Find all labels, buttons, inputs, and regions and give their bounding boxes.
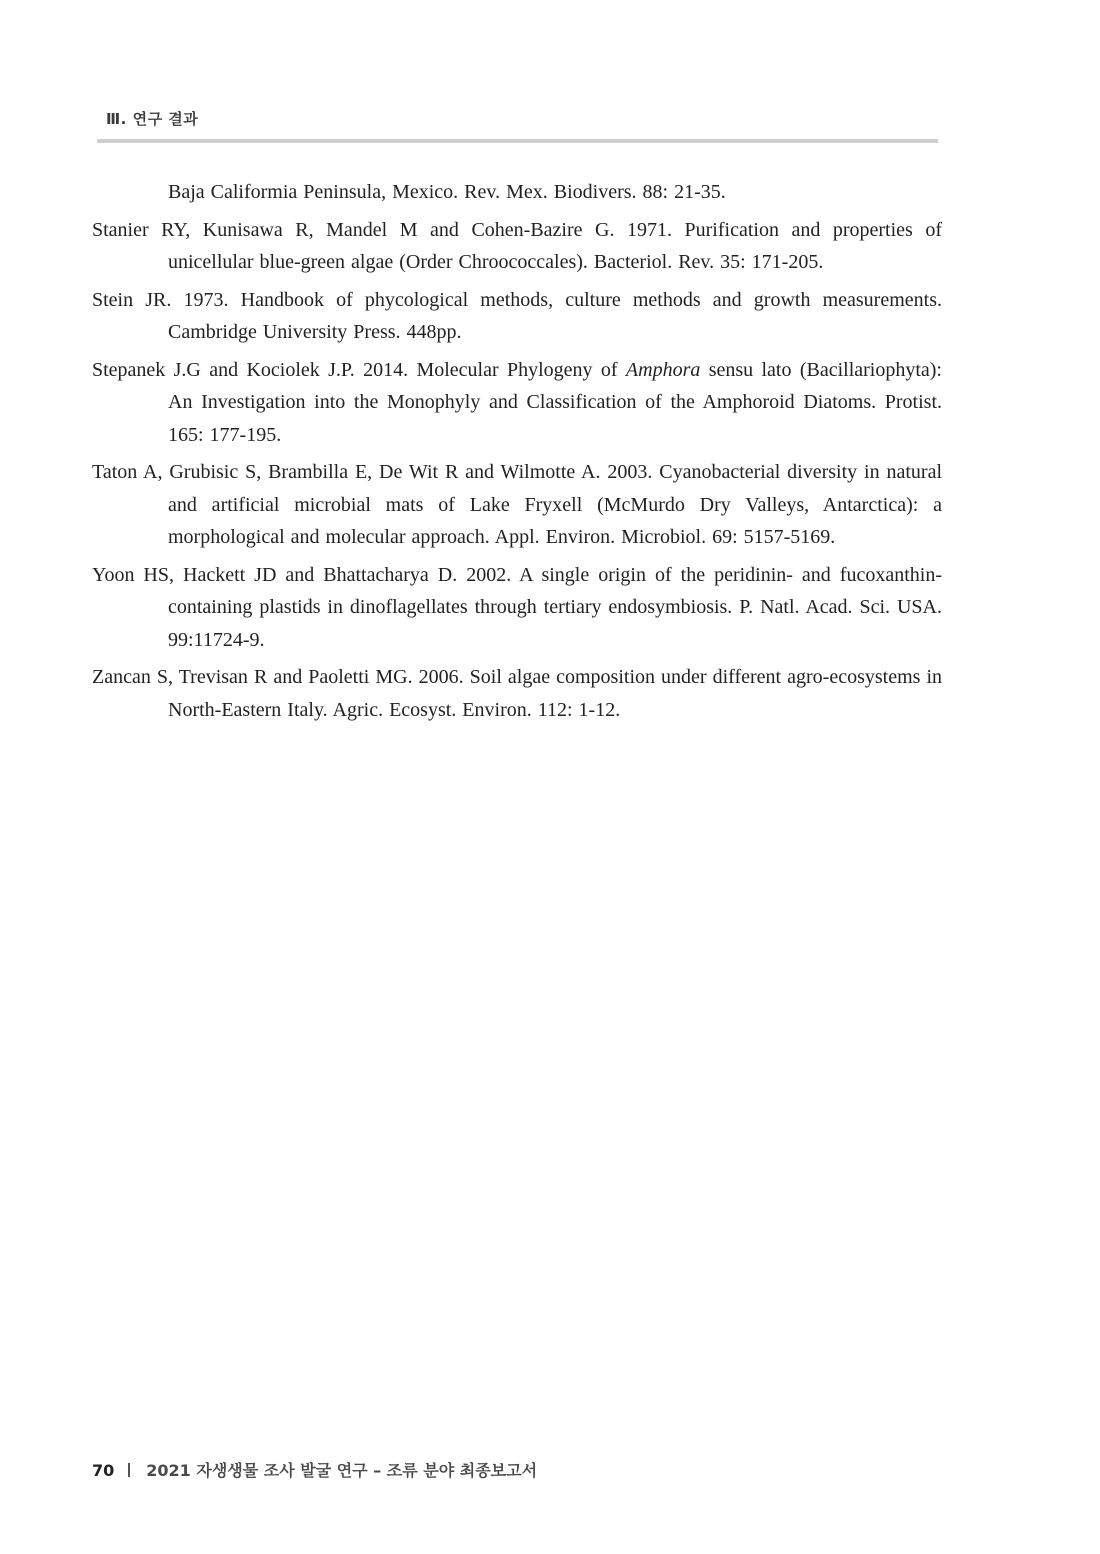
- reference-text: Taton A, Grubisic S, Brambilla E, De Wit R and Wilmotte A. 2003. Cyanobacterial diversity in natural and artificial microbial mats of Lake Fryxell (McMurdo Dry Valleys, Antarctica): a morphological and molecular approach. Appl. Environ. Microbiol. 69: 5157-5169.: [92, 461, 942, 548]
- reference-text: Baja Califormia Peninsula, Mexico. Rev. Mex. Biodivers. 88: 21-35.: [168, 181, 726, 203]
- footer-separator: [128, 1463, 130, 1477]
- reference-entry: [92, 661, 942, 726]
- page-number: 70: [92, 1461, 115, 1480]
- reference-entry: [92, 214, 942, 279]
- reference-text: sensu lato (Bacillariophyta): An Investigation into the Monophyly and Classification of the Amphoroid Diatoms. Protist. 165: 177-195.: [168, 358, 942, 446]
- reference-genus-italic: Amphora: [625, 358, 701, 381]
- reference-entry: [92, 456, 942, 554]
- reference-text: Stepanek J.G and Kociolek J.P. 2014. Molecular Phylogeny of: [92, 358, 626, 381]
- reference-list: [92, 176, 942, 731]
- reference-text: Stanier RY, Kunisawa R, Mandel M and Cohen-Bazire G. 1971. Purification and properties of unicellular blue-green algae (Order Chroococcales). Bacteriol. Rev. 35: 171-205.: [92, 218, 942, 273]
- header-divider: [97, 139, 938, 143]
- reference-entry: [92, 284, 942, 349]
- report-title: 2021 자생생물 조사 발굴 연구 – 조류 분야 최종보고서: [146, 1461, 538, 1480]
- reference-entry: [92, 559, 942, 657]
- reference-entry: [92, 354, 942, 452]
- reference-text: Stein JR. 1973. Handbook of phycological methods, culture methods and growth measurements. Cambridge University Press. 448pp.: [92, 288, 942, 343]
- page-footer: [92, 1458, 537, 1481]
- running-header-section-title: Ⅲ. 연구 결과: [106, 110, 199, 128]
- reference-entry: [92, 176, 942, 209]
- reference-text: Zancan S, Trevisan R and Paoletti MG. 2006. Soil algae composition under different agro-ecosystems in North-Eastern Italy. Agric. Ecosyst. Environ. 112: 1-12.: [92, 666, 942, 721]
- reference-text: Yoon HS, Hackett JD and Bhattacharya D. 2002. A single origin of the peridinin- and fucoxanthin-containing plastids in dinoflagellates through tertiary endosymbiosis. P. Natl. Acad. Sci. USA. 99:11724-9.: [92, 563, 942, 651]
